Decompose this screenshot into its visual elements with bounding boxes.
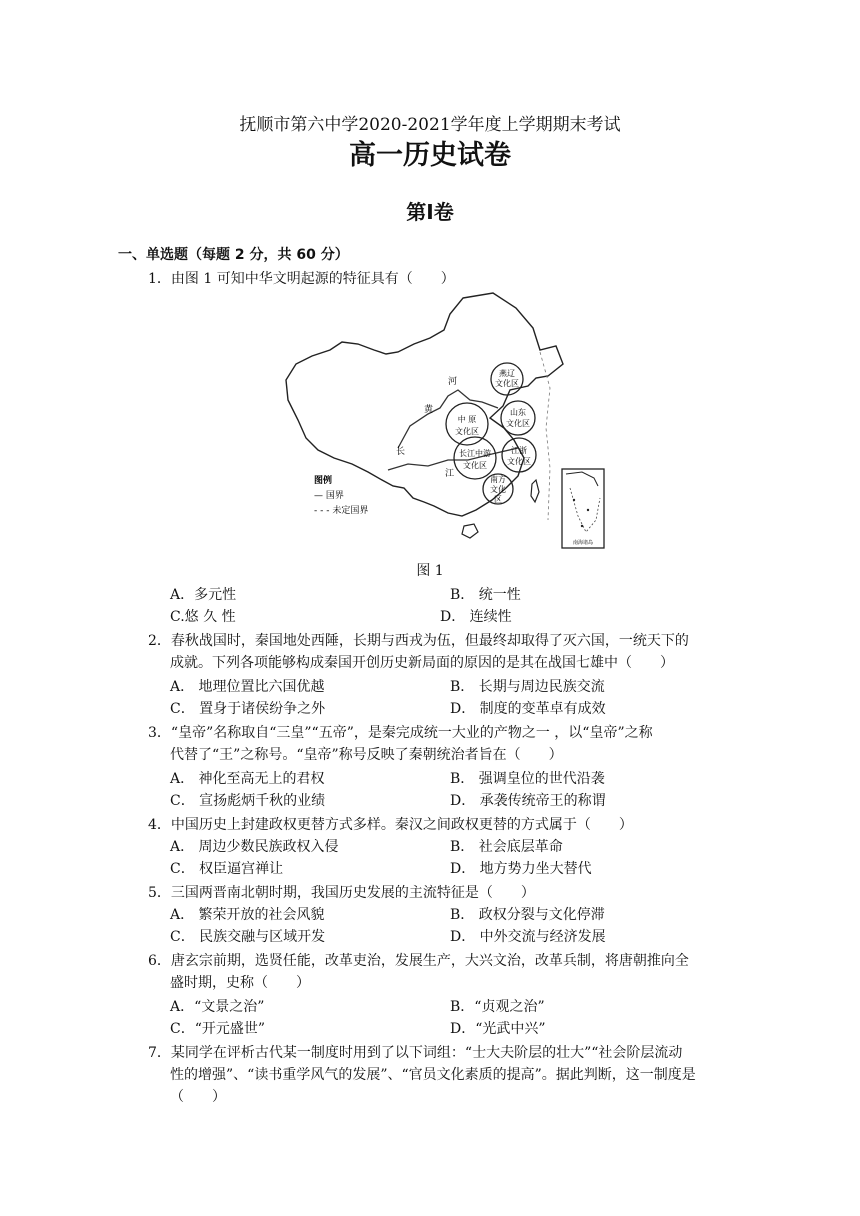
yangtze-river [388, 448, 518, 470]
q1-option-b: B． 统一性 [450, 587, 521, 603]
river-label-huang: 黄 [424, 405, 434, 415]
q5-option-c: C． 民族交融与区域开发 [170, 929, 326, 945]
region-yanliao-label2: 文化区 [495, 379, 519, 388]
question-6-stem-cont: 盛时期，史称（ ） [170, 975, 310, 991]
inset-island [587, 509, 589, 511]
legend-undefined-border: - - - 未定国界 [314, 506, 369, 516]
region-yanliao-label: 燕辽 [499, 369, 515, 378]
river-label-he: 河 [448, 377, 458, 387]
section-heading: 一、单选题（每题 2 分，共 60 分） [118, 247, 349, 263]
page-title: 高一历史试卷 [349, 140, 511, 171]
volume-heading: 第Ⅰ卷 [406, 200, 454, 224]
region-changjiang-label: 长江中游 [459, 449, 491, 458]
q2-option-d: D． 制度的变革卓有成效 [450, 701, 606, 717]
south-china-sea-inset [562, 469, 604, 548]
q4-option-c: C． 权臣逼宫禅让 [170, 861, 284, 877]
question-4-stem: 4．中国历史上封建政权更替方式多样。秦汉之间政权更替的方式属于（ ） [148, 817, 633, 833]
region-jiangzhe-circle [502, 438, 536, 472]
q6-option-b: B．“贞观之治” [450, 999, 545, 1015]
q5-option-b: B． 政权分裂与文化停滞 [450, 907, 605, 923]
q6-option-a: A．“文景之治” [170, 999, 265, 1015]
region-changjiang-label2: 文化区 [463, 461, 487, 470]
legend-border: — 国界 [314, 491, 344, 501]
region-shandong-circle [501, 401, 535, 435]
yellow-river [398, 390, 498, 448]
region-nanfang-label2: 文化 [490, 485, 506, 494]
school-exam-heading: 抚顺市第六中学2020-2021学年度上学期期末考试 [239, 115, 621, 135]
region-jiangzhe-label2: 文化区 [507, 457, 531, 466]
q3-option-d: D． 承袭传统帝王的称谓 [450, 793, 606, 809]
region-nanfang-label: 南方 [490, 475, 506, 484]
region-jiangzhe-label: 江浙 [511, 446, 527, 455]
river-label-chang: 长 [396, 447, 406, 457]
hainan-island [462, 524, 478, 538]
question-3-stem-cont: 代替了“王”之称号。“皇帝”称号反映了秦朝统治者旨在（ ） [170, 747, 563, 763]
q4-option-a: A． 周边少数民族政权入侵 [170, 839, 339, 855]
q4-option-b: B． 社会底层革命 [450, 839, 563, 855]
question-1-stem: 1．由图 1 可知中华文明起源的特征具有（ ） [148, 271, 455, 287]
river-label-jiang: 江 [445, 469, 455, 479]
question-2-stem: 2．春秋战国时，秦国地处西陲，长期与西戎为伍，但最终却取得了灭六国，一统天下的 [148, 633, 689, 649]
question-7-stem-cont2: （ ） [170, 1089, 226, 1105]
legend-title: 图例 [314, 476, 333, 486]
q5-option-a: A． 繁荣开放的社会风貌 [170, 907, 325, 923]
q5-option-d: D． 中外交流与经济发展 [450, 929, 606, 945]
inset-island [573, 499, 575, 501]
inset-island [581, 525, 583, 527]
region-nanfang-label3: 区 [494, 495, 502, 504]
question-7-stem-cont: 性的增强”、“读书重学风气的发展”、“官员文化素质的提高”。据此判断，这一制度是 [170, 1067, 696, 1083]
q4-option-d: D． 地方势力坐大替代 [450, 861, 592, 877]
q3-option-b: B． 强调皇位的世代沿袭 [450, 771, 605, 787]
question-2-stem-cont: 成就。下列各项能够构成秦国开创历史新局面的原因的是其在战国七雄中（ ） [170, 655, 674, 671]
q6-option-c: C．“开元盛世” [170, 1021, 266, 1037]
china-map-figure [278, 288, 608, 553]
region-shandong-label: 山东 [510, 408, 526, 417]
question-5-stem: 5．三国两晋南北朝时期，我国历史发展的主流特征是（ ） [148, 885, 535, 901]
q1-option-a: A．多元性 [170, 587, 237, 603]
inset-label: 南海诸岛 [572, 540, 594, 546]
q2-option-a: A． 地理位置比六国优越 [170, 679, 325, 695]
q2-option-c: C． 置身于诸侯纷争之外 [170, 701, 326, 717]
question-6-stem: 6．唐玄宗前期，选贤任能，改革吏治，发展生产，大兴文治，改革兵制，将唐朝推向全 [148, 953, 689, 969]
taiwan-island [531, 480, 539, 502]
question-7-stem: 7．某同学在评析古代某一制度时用到了以下词组：“士大夫阶层的壮大”“社会阶层流动 [148, 1045, 683, 1061]
q1-option-c: C.悠 久 性 [170, 609, 236, 625]
q3-option-c: C． 宣扬彪炳千秋的业绩 [170, 793, 326, 809]
region-zhongyuan-label2: 文化区 [455, 427, 479, 436]
region-shandong-label2: 文化区 [506, 419, 530, 428]
region-zhongyuan-label: 中 原 [457, 415, 477, 424]
q3-option-a: A． 神化至高无上的君权 [170, 771, 325, 787]
q6-option-d: D．“光武中兴” [450, 1021, 546, 1037]
question-3-stem: 3．“皇帝”名称取自“三皇”“五帝”，是秦完成统一大业的产物之一 ，以“皇帝”之称 [148, 725, 653, 741]
figure-caption: 图 1 [416, 563, 444, 579]
q2-option-b: B． 长期与周边民族交流 [450, 679, 605, 695]
q1-option-d: D． 连续性 [440, 609, 512, 625]
